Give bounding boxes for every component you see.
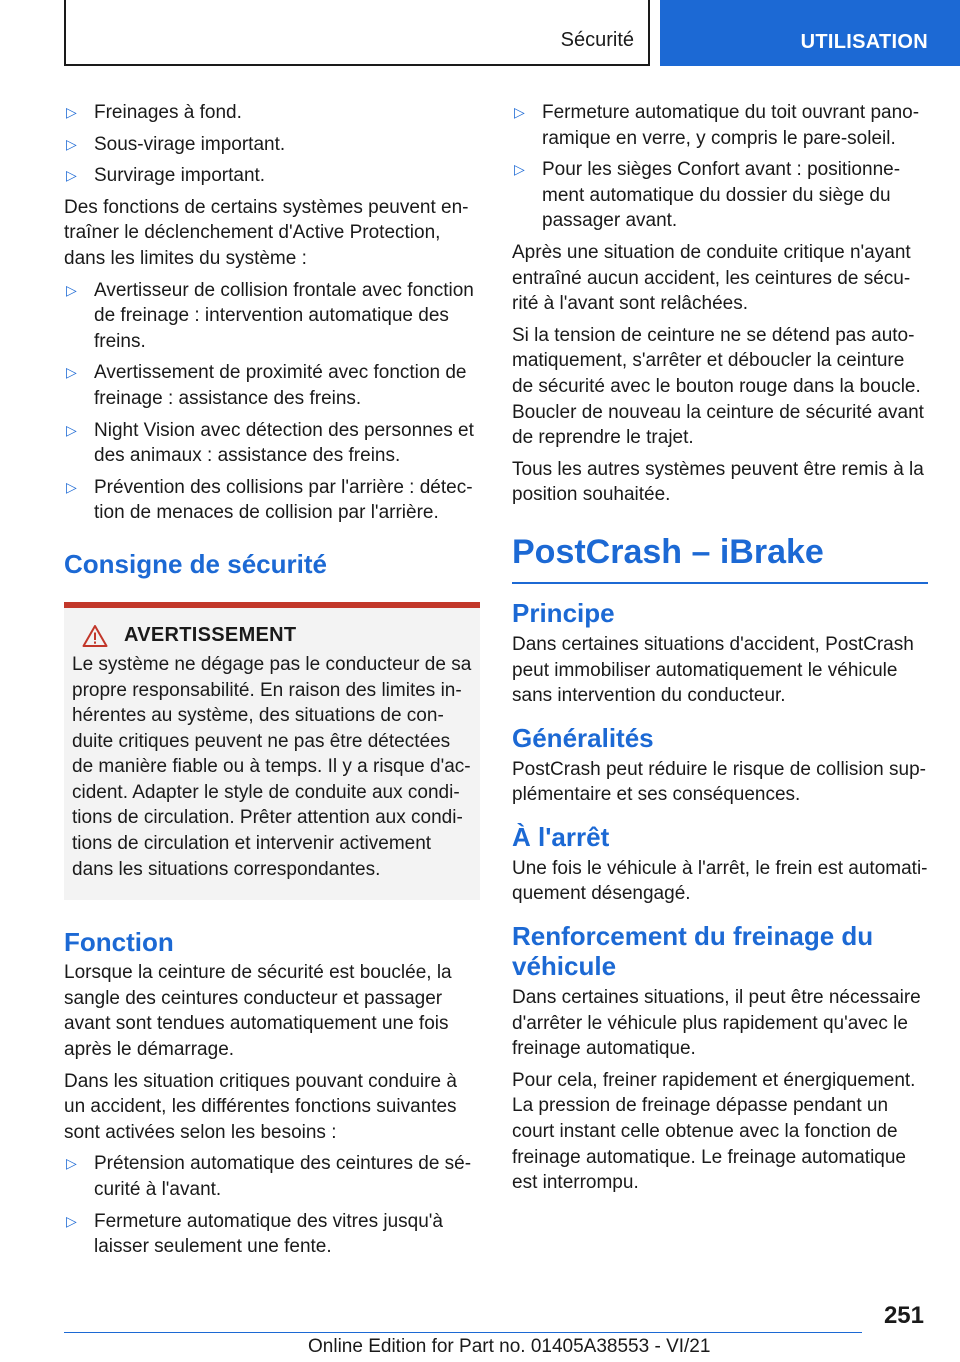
- bullet-list-systems: [64, 278, 480, 526]
- bullet-triangle-icon: ▷: [66, 104, 77, 120]
- bullet-triangle-icon: ▷: [66, 364, 77, 381]
- function-heading: Fonction: [64, 927, 174, 958]
- left-column: [64, 100, 480, 1266]
- list-item: ▷ Survirage important.: [64, 163, 480, 189]
- bullet-triangle-icon: ▷: [66, 135, 77, 152]
- warning-text: Le système ne dégage pas le conducteur de sa propre responsabilité. En raison des limites inhérentes au système, des situations de conduite critiques peuvent ne pas être détectées de manière fiable ou à temps. Il y a risque d'accident. Adapter le style de conduite aux conditions de circulation. Prêter attention aux conditions de circulation et intervenir activement dans les situations correspondantes.: [72, 653, 472, 880]
- general-text: PostCrash peut réduire le risque de collision supplémentaire et ses conséquences.: [512, 758, 926, 806]
- list-item: ▷ Fermeture automatique du toit ouvrant panoramique en verre, y compris le pare-soleil.: [514, 102, 920, 149]
- list-item: ▷ Prétension automatique des ceintures de sécurité à l'avant.: [66, 1153, 472, 1200]
- list-item: ▷ Pour les sièges Confort avant : positionnement automatique du dossier du siège du passager avant.: [514, 159, 901, 232]
- function-paragraph-2: Dans les situation critiques pouvant conduire à un accident, les différentes fonctions suivantes sont activées selon les besoins :: [64, 1070, 457, 1143]
- bullet-triangle-icon: ▷: [66, 1212, 77, 1229]
- bullet-triangle-icon: ▷: [514, 161, 525, 178]
- warning-triangle-icon: [72, 624, 118, 648]
- footer-divider: [64, 1332, 862, 1333]
- bullet-triangle-icon: ▷: [66, 1155, 77, 1172]
- reinforce-paragraph-2: Pour cela, freiner rapidement et énergiquement. La pression de freinage dépasse pendant un court instant celle obtenue avec la fonction de freinage automatique. Le freinage automatique est interrompu.: [512, 1069, 916, 1194]
- warning-title: AVERTISSEMENT: [124, 624, 297, 647]
- header-section-box: [64, 0, 650, 66]
- function-paragraph-1: Lorsque la ceinture de sécurité est bouclée, la sangle des ceintures conducteur et passager avant sont tendues automatiquement une fois après le démarrage.: [64, 962, 452, 1061]
- belt-tension-paragraph: Si la tension de ceinture ne se détend pas automatiquement, s'arrêter et déboucler la ceinture de sécurité avec le bouton rouge dans la boucle. Boucler de nouveau la ceinture de sécurité avant de reprendre le trajet.: [512, 324, 924, 449]
- list-item: ▷ Avertisseur de collision frontale avec fonction de freinage : intervention automatique des freins.: [66, 279, 474, 352]
- stop-text: Une fois le véhicule à l'arrêt, le frein est automatiquement désengagé.: [512, 857, 928, 905]
- stop-heading: À l'arrêt: [512, 821, 610, 852]
- intro-paragraph: Des fonctions de certains systèmes peuvent entraîner le déclenchement d'Active Protection, dans les limites du système :: [64, 196, 469, 269]
- warning-box: [64, 602, 480, 900]
- principle-heading: Principe: [512, 597, 615, 628]
- list-item: ▷ Night Vision avec détection des personnes et des animaux : assistance des freins.: [66, 419, 474, 467]
- reinforce-heading: Renforcement du freinage du véhicule: [512, 921, 874, 982]
- reinforce-paragraph-1: Dans certaines situations, il peut être nécessaire d'arrêter le véhicule plus rapidement qu'avec le freinage automatique.: [512, 987, 921, 1060]
- bullet-list-functions: [64, 1151, 480, 1259]
- header-chapter-box: [660, 0, 960, 66]
- right-column: [512, 100, 928, 1202]
- list-item: ▷ Freinages à fond.: [64, 100, 480, 126]
- bullet-triangle-icon: ▷: [66, 167, 77, 184]
- bullet-list-functions-continued: [512, 100, 928, 234]
- page-number: 251: [883, 1302, 924, 1329]
- list-item: ▷ Avertissement de proximité avec fonction de freinage : assistance des freins.: [66, 362, 467, 409]
- section-title: Sécurité: [560, 29, 634, 51]
- bullet-triangle-icon: ▷: [514, 104, 525, 120]
- after-crash-paragraph: Après une situation de conduite critique n'ayant entraîné aucun accident, les ceintures de sécurité à l'avant sont relâchées.: [512, 241, 911, 315]
- chapter-title: UTILISATION: [800, 31, 928, 53]
- bullet-triangle-icon: ▷: [66, 478, 77, 495]
- list-item: ▷ Sous-virage important.: [64, 132, 480, 158]
- bullet-triangle-icon: ▷: [66, 421, 77, 438]
- safety-heading: Consigne de sécurité: [64, 548, 327, 579]
- principle-text: Dans certaines situations d'accident, PostCrash peut immobiliser automatiquement le véhicule sans intervention du conducteur.: [512, 633, 914, 707]
- general-heading: Généralités: [512, 722, 654, 753]
- reset-paragraph: Tous les autres systèmes peuvent être remis à la position souhaitée.: [512, 458, 924, 506]
- list-item: ▷ Fermeture automatique des vitres jusqu'à laisser seulement une fente.: [66, 1210, 443, 1258]
- bullet-list-driving-situations: [64, 100, 480, 189]
- postcrash-heading: PostCrash – iBrake: [512, 530, 928, 584]
- list-item: ▷ Prévention des collisions par l'arrière : détection de menaces de collision par l'arrière.: [66, 476, 473, 524]
- bullet-triangle-icon: ▷: [66, 281, 77, 298]
- edition-footer: Online Edition for Part no. 01405A38553 - VI/21: [308, 1336, 711, 1357]
